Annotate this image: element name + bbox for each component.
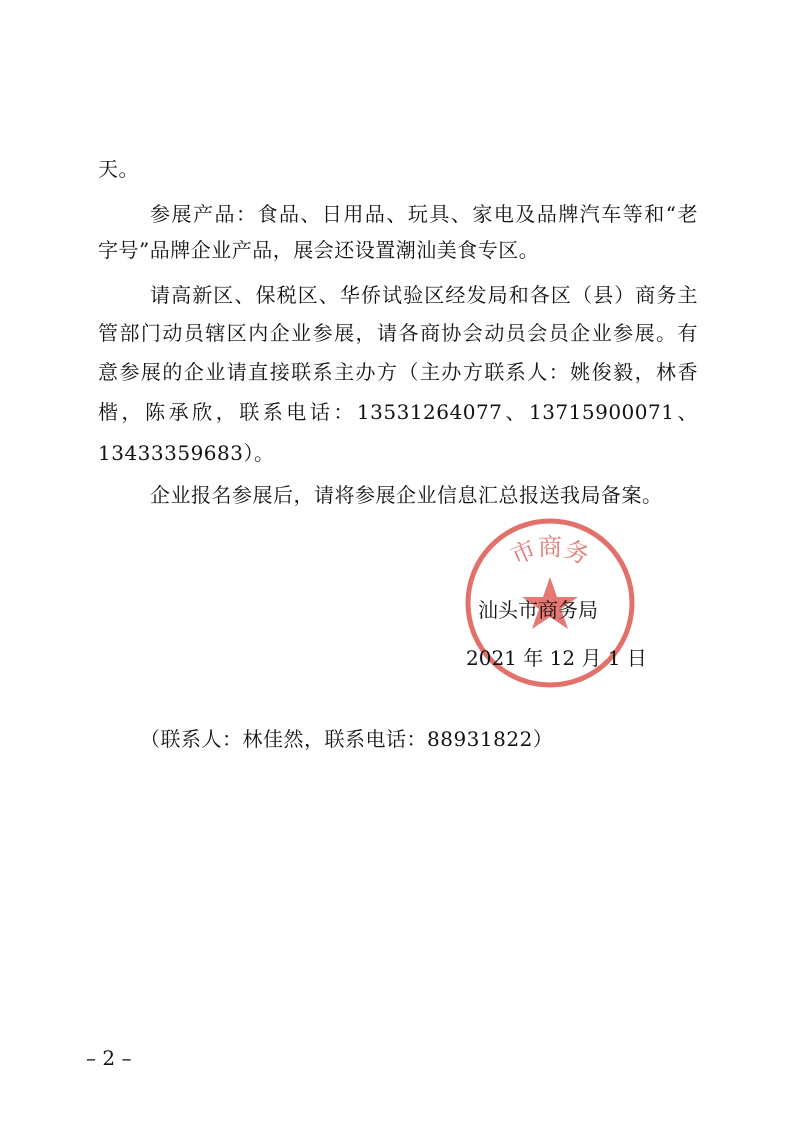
seal-text: 市商务: [506, 533, 594, 571]
body-line-8: 13433359683）。: [98, 441, 275, 465]
body-line-4: 请高新区、保税区、华侨试验区经发局和各区（县）商务主: [150, 283, 698, 307]
page-number: – 2 –: [86, 1046, 132, 1070]
body-line-3: 字号”品牌企业产品，展会还设置潮汕美食专区。: [98, 238, 540, 262]
body-line-9: 企业报名参展后，请将参展企业信息汇总报送我局备案。: [150, 483, 663, 507]
issuing-organization: 汕头市商务局: [478, 598, 598, 622]
contact-line: （联系人：林佳然，联系电话：88931822）: [140, 727, 554, 751]
issue-date: 2021 年 12 月 1 日: [466, 646, 647, 670]
body-line-6: 意参展的企业请直接联系主办方（主办方联系人：姚俊毅，林香: [98, 360, 698, 384]
body-line-1: 天。: [98, 157, 139, 181]
body-line-7: 楷，陈承欣，联系电话：13531264077、13715900071、: [98, 400, 698, 424]
body-line-5: 管部门动员辖区内企业参展，请各商协会动员会员企业参展。有: [98, 321, 698, 345]
body-line-2: 参展产品：食品、日用品、玩具、家电及品牌汽车等和“老: [150, 202, 698, 226]
